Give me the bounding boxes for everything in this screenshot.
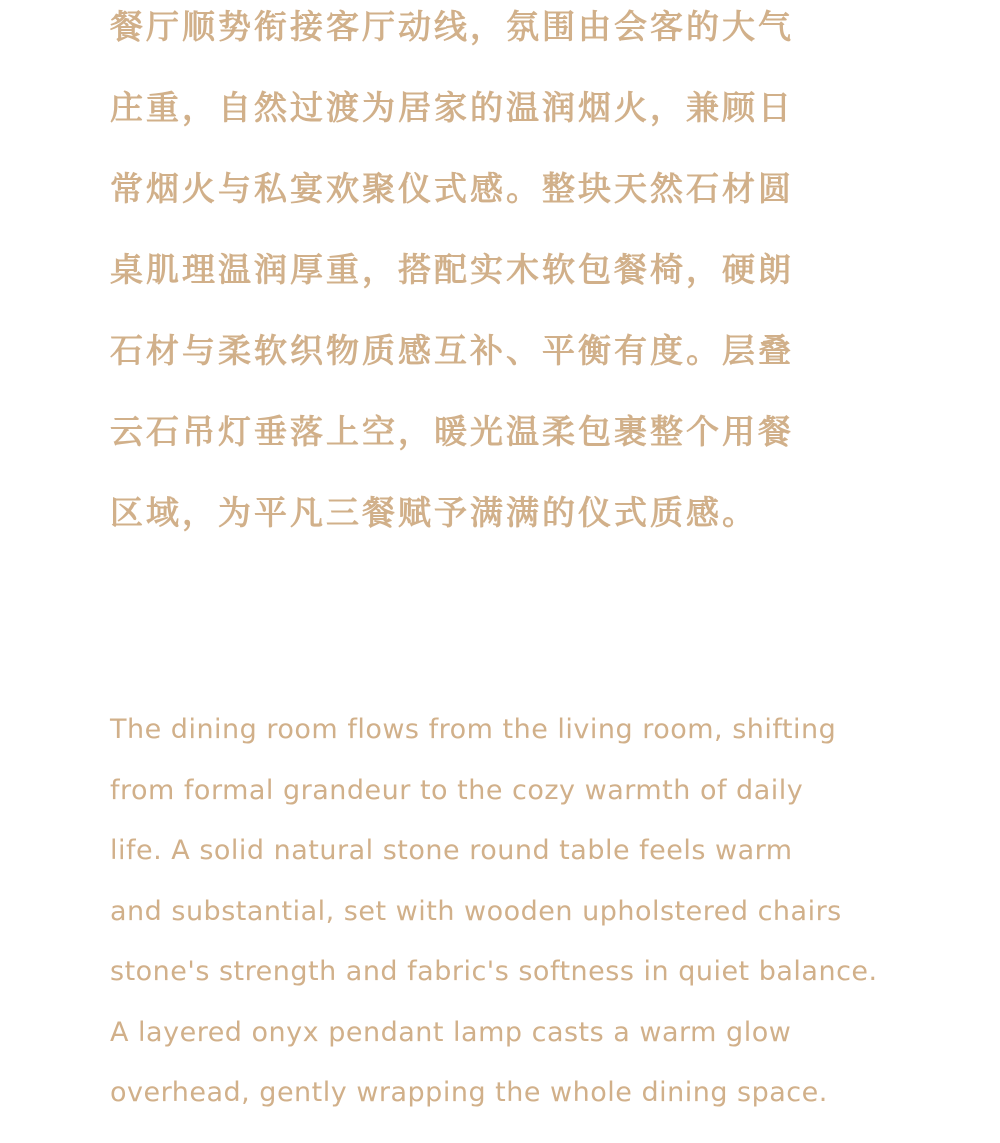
chinese-line-2: 庄重，自然过渡为居家的温润烟火，兼顾日: [110, 88, 794, 127]
english-line-1: The dining room flows from the living room, shifting: [110, 714, 837, 745]
english-line-2: from formal grandeur to the cozy warmth of daily: [110, 775, 804, 806]
chinese-line-6: 云石吊灯垂落上空，暖光温柔包裹整个用餐: [110, 412, 794, 451]
chinese-line-5: 石材与柔软织物质感互补、平衡有度。层叠: [110, 331, 794, 370]
english-line-4: and substantial, set with wooden upholstered chairs: [110, 896, 842, 927]
chinese-line-7: 区域，为平凡三餐赋予满满的仪式质感。: [110, 493, 758, 532]
english-line-7: overhead, gently wrapping the whole dining space.: [110, 1077, 828, 1108]
chinese-line-3: 常烟火与私宴欢聚仪式感。整块天然石材圆: [110, 169, 794, 208]
english-line-5: stone's strength and fabric's softness in quiet balance.: [110, 956, 878, 987]
english-line-3: life. A solid natural stone round table feels warm: [110, 835, 793, 866]
english-line-6: A layered onyx pendant lamp casts a warm glow: [110, 1017, 792, 1048]
chinese-line-4: 桌肌理温润厚重，搭配实木软包餐椅，硬朗: [110, 250, 794, 289]
chinese-line-1: 餐厅顺势衔接客厅动线，氛围由会客的大气: [110, 7, 794, 46]
